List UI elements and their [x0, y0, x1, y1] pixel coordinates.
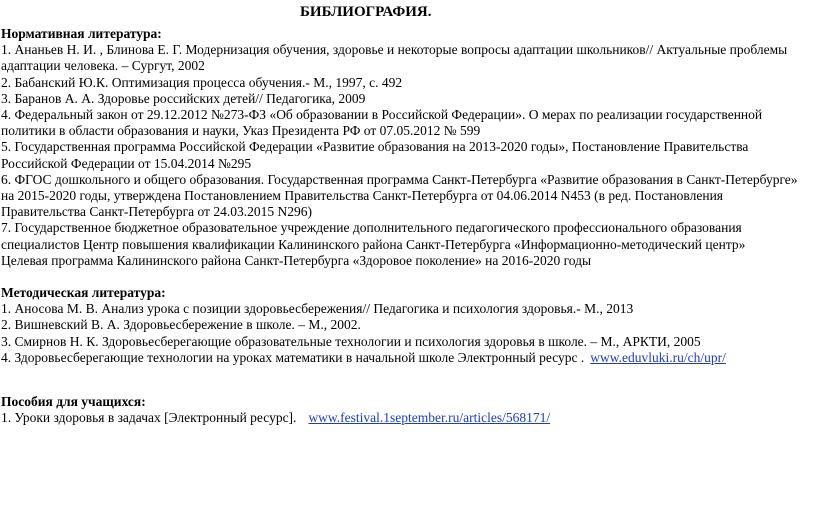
students-item-1 [1, 410, 801, 426]
bibliography-content [1, 26, 801, 426]
section-spacer [1, 269, 801, 285]
methodical-item-4-text: 4. Здоровьесберегающие технологии на уроках математики в начальной школе Электронный ресурс . [1, 349, 585, 365]
methodical-heading: Методическая литература: [1, 285, 166, 301]
normative-heading: Нормативная литература: [1, 26, 162, 41]
students-item-1-text: 1. Уроки здоровья в задачах [Электронный ресурс]. [1, 410, 297, 426]
page-title: БИБЛИОГРАФИЯ. [300, 4, 432, 20]
festival-link[interactable]: www.festival.1september.ru/articles/568171/ [308, 410, 551, 426]
normative-item-8: Целевая программа Калининского района Санкт-Петербурга «Здоровое поколение» на 2016-2020 годы [1, 252, 592, 268]
normative-item-1: 1. Ананьев Н. И. , Блинова Е. Г. Модернизация обучения, здоровье и некоторые вопросы адаптации школьников// Актуальные проблемы адаптации человека. – Сургут, 2002 [1, 42, 788, 74]
normative-item-7: 7. Государственное бюджетное образовательное учреждение дополнительного педагогического профессионального образования специалистов Центр повышения квалификации Калининского района Санкт-Петербурга «Информационно-методический центр» [1, 220, 746, 252]
methodical-item-2: 2. Вишневский В. А. Здоровьесбережение в школе. – М., 2002. [1, 317, 361, 333]
normative-item-4: 4. Федеральный закон от 29.12.2012 №273-ФЗ «Об образовании в Российской Федерации». О мерах по реализации государственной политики в области образования и науки, Указ Президента РФ от 07.05.2012 № 599 [1, 107, 763, 139]
methodical-item-1: 1. Аносова М. В. Анализ урока с позиции здоровьесбережения// Педагогика и психология здоровья.- М., 2013 [1, 301, 634, 317]
normative-item-6: 6. ФГОС дошкольного и общего образования. Государственная программа Санкт-Петербурга «Развитие образования в Санкт-Петербурге» на 2015-2020 годы, утверждена Постановлением Правительства Санкт-Петербурга от 04.06.2014 N453 (в ред. Постановления Правительства Санкт-Петербурга от 24.03.2015 N296) [1, 171, 798, 220]
methodical-item-3: 3. Смирнов Н. К. Здоровьесберегающие образовательные технологии и психология здоровья в школе. – М., АРКТИ, 2005 [1, 333, 701, 349]
section-spacer [1, 366, 801, 394]
normative-item-5: 5. Государственная программа Российской Федерации «Развитие образования на 2013-2020 годы», Постановление Правительства Российской Федерации от 15.04.2014 №295 [1, 139, 749, 171]
normative-item-2: 2. Бабанский Ю.К. Оптимизация процесса обучения.- М., 1997, с. 492 [1, 74, 403, 90]
methodical-item-4 [1, 350, 801, 366]
students-heading: Пособия для учащихся: [1, 394, 146, 410]
normative-item-3: 3. Баранов А. А. Здоровье российских детей// Педагогика, 2009 [1, 90, 366, 106]
eduvluki-link[interactable]: www.eduvluki.ru/ch/upr/ [590, 349, 726, 365]
